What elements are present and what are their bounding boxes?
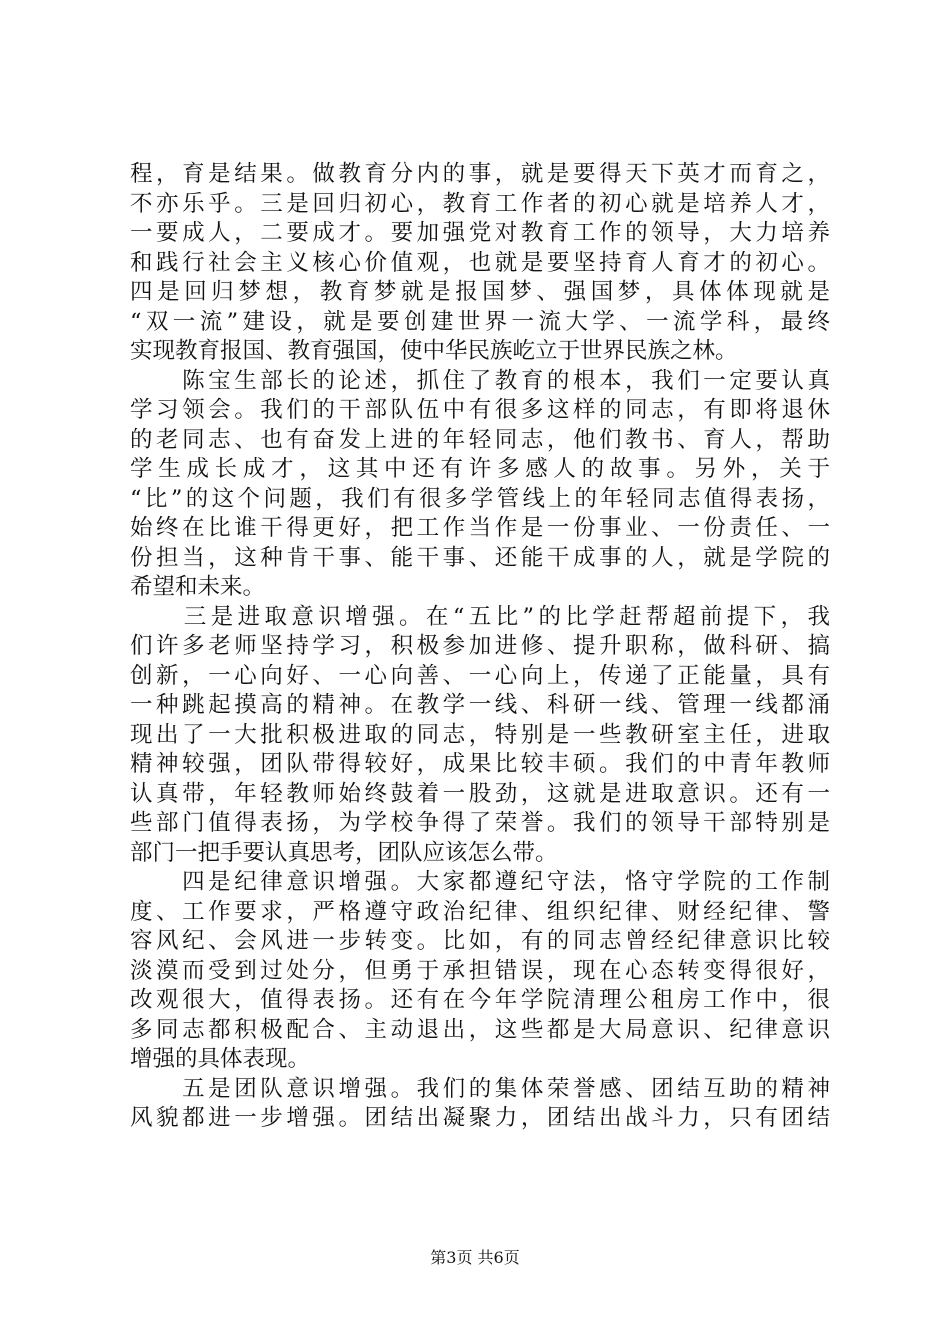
text-line: “比”的这个问题，我们有很多学管线上的年轻同志值得表扬， — [130, 485, 830, 512]
text-line: 和践行社会主义核心价值观，也就是要坚持育人育才的初心。 — [130, 249, 830, 276]
text-line: 现出了一大批积极进取的同志，特别是一些教研室主任，进取 — [130, 721, 830, 748]
text-line: 部门一把手要认真思考，团队应该怎么带。 — [130, 839, 558, 866]
text-line: 希望和未来。 — [130, 574, 266, 600]
text-line: 五是团队意识增强。我们的集体荣誉感、团结互助的精神 — [130, 1075, 830, 1102]
text-line: 程，育是结果。做教育分内的事，就是要得天下英才而育之， — [130, 161, 830, 187]
text-line: 度、工作要求，严格遵守政治纪律、组织纪律、财经纪律、警 — [130, 898, 830, 925]
text-line: 实现教育报国、教育强国，使中华民族屹立于世界民族之林。 — [130, 338, 738, 364]
text-line: 精神较强，团队带得较好，成果比较丰硕。我们的中青年教师 — [130, 751, 830, 777]
body-text — [130, 160, 830, 1134]
text-line: 四是纪律意识增强。大家都遵纪守法，恪守学院的工作制 — [130, 869, 830, 895]
text-line: 陈宝生部长的论述，抓住了教育的根本，我们一定要认真 — [130, 367, 830, 394]
text-line: 增强的具体表现。 — [130, 1046, 311, 1072]
text-line: 的老同志、也有奋发上进的年轻同志，他们教书、育人，帮助 — [130, 426, 830, 453]
text-line: 多同志都积极配合、主动退出，这些都是大局意识、纪律意识 — [130, 1016, 830, 1043]
text-line: 风貌都进一步增强。团结出凝聚力，团结出战斗力，只有团结 — [130, 1105, 830, 1131]
text-line: 们许多老师坚持学习，积极参加进修、提升职称，做科研、搞 — [130, 633, 830, 659]
text-line: 容风纪、会风进一步转变。比如，有的同志曾经纪律意识比较 — [130, 928, 830, 954]
text-line: 三是进取意识增强。在“五比”的比学赶帮超前提下，我 — [130, 603, 830, 630]
text-line: 四是回归梦想，教育梦就是报国梦、强国梦，具体体现就是 — [130, 279, 830, 305]
text-line: 不亦乐乎。三是回归初心，教育工作者的初心就是培养人才， — [130, 190, 830, 217]
text-line: 学生成长成才，这其中还有许多感人的故事。另外，关于 — [130, 456, 830, 482]
text-line: 改观很大，值得表扬。还有在今年学院清理公租房工作中，很 — [130, 987, 830, 1013]
text-line: 学习领会。我们的干部队伍中有很多这样的同志，有即将退休 — [130, 397, 830, 423]
text-line: “双一流”建设，就是要创建世界一流大学、一流学科，最终 — [130, 308, 830, 335]
page-footer: 第3页 共6页 — [430, 1248, 520, 1267]
text-line: 淡漠而受到过处分，但勇于承担错误，现在心态转变得很好， — [130, 957, 830, 984]
text-line: 些部门值得表扬，为学校争得了荣誉。我们的领导干部特别是 — [130, 810, 830, 836]
text-line: 份担当，这种肯干事、能干事、还能干成事的人，就是学院的 — [130, 544, 830, 571]
text-line: 创新，一心向好、一心向善、一心向上，传递了正能量，具有 — [130, 662, 830, 689]
text-line: 一种跳起摸高的精神。在教学一线、科研一线、管理一线都涌 — [130, 692, 830, 718]
text-line: 始终在比谁干得更好，把工作当作是一份事业、一份责任、一 — [130, 515, 830, 541]
text-line: 一要成人，二要成才。要加强党对教育工作的领导，大力培养 — [130, 220, 830, 246]
text-line: 认真带，年轻教师始终鼓着一股劲，这就是进取意识。还有一 — [130, 780, 830, 807]
